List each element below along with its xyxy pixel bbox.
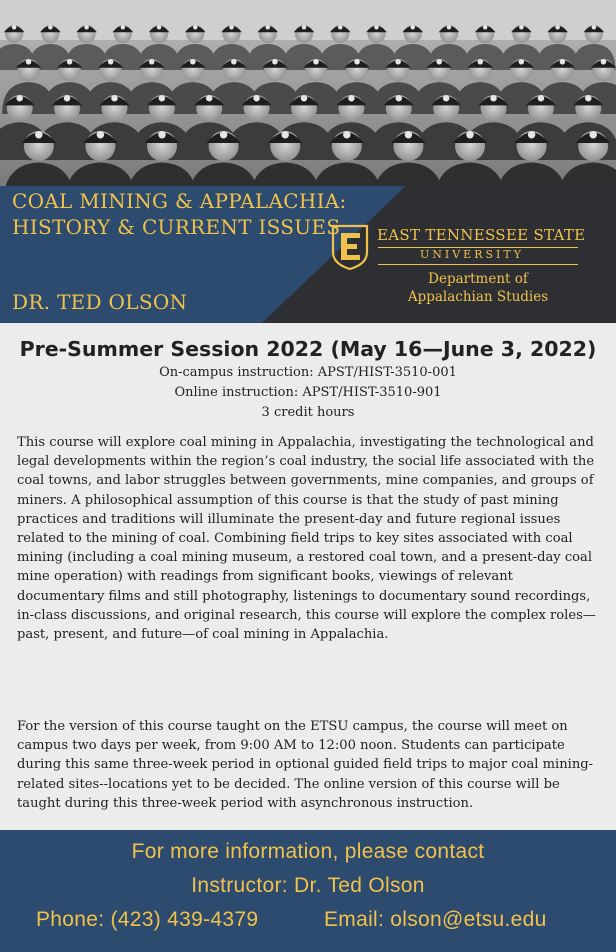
contact-phone: Phone: (423) 439-4379 (36, 908, 259, 931)
session-title: Pre-Summer Session 2022 (May 16—June 3, 2022) (19, 337, 597, 361)
miner-lamp (354, 59, 360, 65)
miner-lamp (281, 131, 289, 139)
miner-lamp (190, 59, 196, 65)
miner-lamp (338, 25, 343, 30)
miner-lamp (490, 95, 497, 102)
miner-lamp (266, 25, 271, 30)
contact-email[interactable]: Email: olson@etsu.edu (324, 908, 547, 931)
header-band (0, 186, 616, 323)
university-rule-lower (378, 264, 578, 265)
miner-lamp (343, 131, 351, 139)
miner-lamp (302, 25, 307, 30)
miner-lamp (528, 131, 536, 139)
miner-lamp (35, 131, 43, 139)
miner-lamp (64, 95, 71, 102)
miner-lamp (97, 131, 105, 139)
online-section: Online instruction: APST/HIST-3510-901 (174, 385, 442, 400)
miner-lamp (466, 131, 474, 139)
contact-instructor: Instructor: Dr. Ted Olson (191, 874, 425, 897)
on-campus-section: On-campus instruction: APST/HIST-3510-001 (159, 365, 457, 380)
description-paragraph-2: For the version of this course taught on the ETSU campus, the course will meet on campus two days per week, from 9:00 AM to 12:00 noon. Students can participate during this same three-week period in optional guided field trips to major coal mining-related sites--locations yet to be decided. The online version of this course will be taught during this three-week period with asynchronous instruction. (17, 719, 594, 811)
miner-lamp (560, 59, 566, 65)
miner-lamp (159, 95, 166, 102)
university-subtitle: UNIVERSITY (420, 248, 524, 261)
miner-lamp (447, 25, 452, 30)
miner-lamp (231, 59, 237, 65)
miner-lamp (395, 59, 401, 65)
contact-intro: For more information, please contact (131, 840, 485, 863)
miner-lamp (301, 95, 308, 102)
miner-lamp (478, 59, 484, 65)
department-name (378, 270, 578, 306)
miner-lamp (601, 59, 607, 65)
miner-lamp (149, 59, 155, 65)
miner-lamp (585, 95, 592, 102)
miner-lamp (272, 59, 278, 65)
miner-lamp (108, 59, 114, 65)
university-name: EAST TENNESSEE STATE (377, 226, 586, 244)
miner-lamp (158, 131, 166, 139)
miner-lamp (220, 131, 228, 139)
miner-lamp (348, 95, 355, 102)
miner-lamp (253, 95, 260, 102)
miner-lamp (84, 25, 89, 30)
miner-lamp (405, 131, 413, 139)
miner-lamp (374, 25, 379, 30)
miner-lamp (67, 59, 73, 65)
miner-lamp (206, 95, 213, 102)
miner-lamp (48, 25, 53, 30)
miner-lamp (436, 59, 442, 65)
miner-lamp (229, 25, 234, 30)
department-line-2: Appalachian Studies (407, 289, 549, 305)
miner-lamp (443, 95, 450, 102)
etsu-logo-icon (330, 224, 370, 270)
miner-lamp (555, 25, 560, 30)
miner-lamp (589, 131, 597, 139)
miner-lamp (111, 95, 118, 102)
credit-hours: 3 credit hours (261, 405, 355, 420)
miner-lamp (538, 95, 545, 102)
department-line-1: Department of (428, 271, 528, 287)
miner-lamp (483, 25, 488, 30)
description-paragraph-1: This course will explore coal mining in Appalachia, investigating the technological and legal developments within the region’s coal industry, the social life associated with the coal towns, and labor struggles between governments, mine companies, and groups of miners. A philosophical assumption of this course is that the study of past mining practices and traditions will illuminate the present-day and future regional issues related to the mining of coal. Combining field trips to key sites associated with coal mining (including a coal mining museum, a restored coal town, and a present-day coal mine operation) with readings from significant books, viewings of relevant documentary films and still photography, listenings to documentary sound recordings, in-class discussions, and original research, this course will explore the complex roles—past, present, and future—of coal mining in Appalachia. (17, 435, 596, 643)
miner-lamp (313, 59, 319, 65)
miner-lamp (26, 59, 32, 65)
miner-lamp (410, 25, 415, 30)
miner-lamp (121, 25, 126, 30)
miner-lamp (157, 25, 162, 30)
miner-lamp (519, 59, 525, 65)
miner-lamp (519, 25, 524, 30)
miner-lamp (12, 25, 17, 30)
course-details (0, 323, 616, 830)
miner-lamp (592, 25, 597, 30)
contact-footer (0, 830, 616, 952)
miner-lamp (16, 95, 23, 102)
course-title: COAL MINING & APPALACHIA: HISTORY & CURRENT ISSUES (12, 189, 347, 239)
miner-lamp (396, 95, 403, 102)
instructor-name: DR. TED OLSON (12, 290, 188, 314)
coal-miners-photo (0, 0, 616, 186)
miner-lamp (193, 25, 198, 30)
